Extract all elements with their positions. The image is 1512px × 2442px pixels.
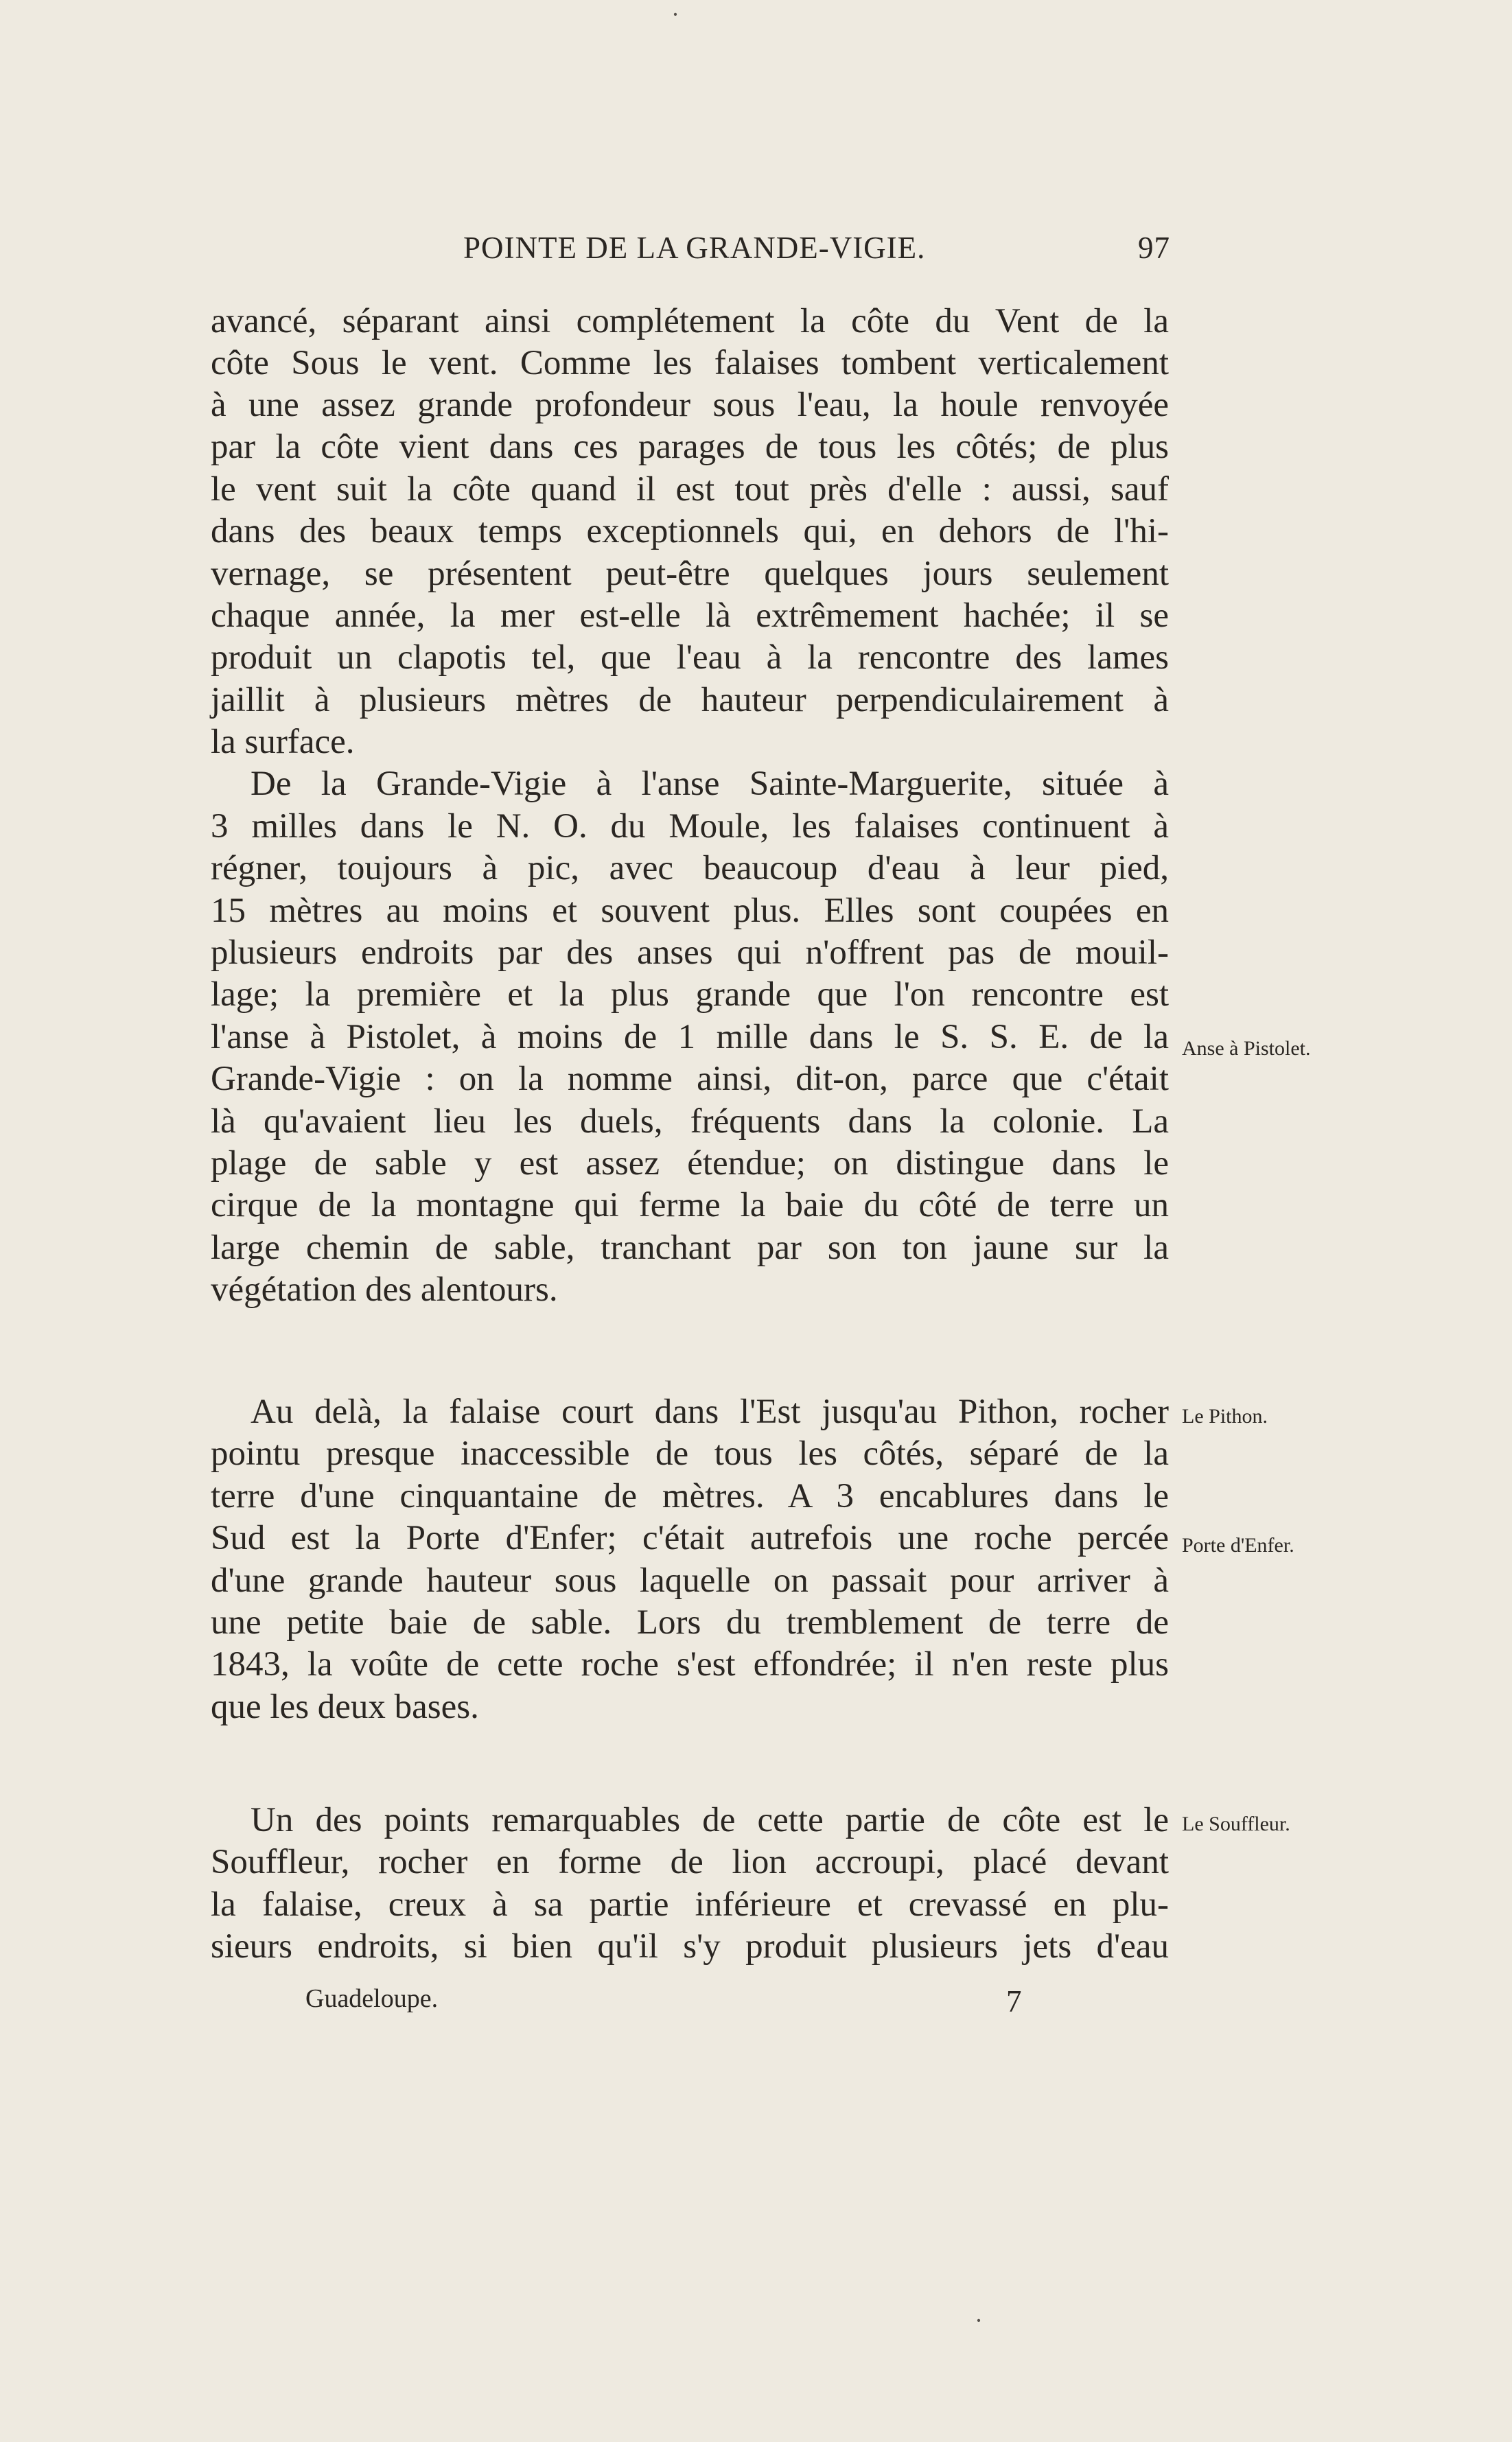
text-line: avancé, séparant ainsi complétement la côte du Vent de la	[211, 302, 1169, 340]
text-line: Souffleur, rocher en forme de lion accroupi, placé devant	[211, 1843, 1169, 1881]
text-line: plage de sable y est assez étendue; on distingue dans le	[211, 1144, 1169, 1183]
text-line: plusieurs endroits par des anses qui n'offrent pas de mouil-	[211, 933, 1169, 972]
page-number: 97	[1138, 231, 1170, 265]
margin-note-porte-enfer: Porte d'Enfer.	[1182, 1534, 1294, 1557]
text-line: régner, toujours à pic, avec beaucoup d'eau à leur pied,	[211, 849, 1169, 887]
text-line: large chemin de sable, tranchant par son ton jaune sur la	[211, 1229, 1169, 1267]
text-line: terre d'une cinquantaine de mètres. A 3 encablures dans le	[211, 1477, 1169, 1515]
text-line: végétation des alentours.	[211, 1270, 558, 1309]
text-line: l'anse à Pistolet, à moins de 1 mille dans le S. S. E. de la	[211, 1018, 1169, 1056]
text-line: dans des beaux temps exceptionnels qui, en dehors de l'hi-	[211, 512, 1169, 550]
text-line: chaque année, la mer est-elle là extrêmement hachée; il se	[211, 596, 1169, 635]
margin-note-anse-pistolet: Anse à Pistolet.	[1182, 1037, 1311, 1060]
text-line: sieurs endroits, si bien qu'il s'y produit plusieurs jets d'eau	[211, 1927, 1169, 1966]
text-line: d'une grande hauteur sous laquelle on passait pour arriver à	[211, 1561, 1169, 1600]
running-header	[463, 230, 1170, 278]
text-line: 15 mètres au moins et souvent plus. Elles sont coupées en	[211, 892, 1169, 930]
text-line: jaillit à plusieurs mètres de hauteur perpendiculairement à	[211, 681, 1169, 719]
print-speck: ·	[975, 2307, 983, 2334]
text-line: pointu presque inaccessible de tous les côtés, séparé de la	[211, 1434, 1169, 1473]
running-title: POINTE DE LA GRANDE-VIGIE.	[463, 231, 926, 265]
text-line: à une assez grande profondeur sous l'eau, la houle renvoyée	[211, 386, 1169, 424]
text-line: 1843, la voûte de cette roche s'est effondrée; il n'en reste plus	[211, 1645, 1169, 1684]
text-line: la surface.	[211, 723, 355, 761]
text-line: Au delà, la falaise court dans l'Est jusqu'au Pithon, rocher	[251, 1393, 1169, 1431]
text-line: produit un clapotis tel, que l'eau à la rencontre des lames	[211, 638, 1169, 677]
signature-mark: Guadeloupe.	[305, 1984, 439, 2013]
text-line: que les deux bases.	[211, 1688, 479, 1726]
text-line: par la côte vient dans ces parages de tous les côtés; de plus	[211, 428, 1169, 466]
text-line: là qu'avaient lieu les duels, fréquents dans la colonie. La	[211, 1102, 1169, 1141]
text-line: côte Sous le vent. Comme les falaises tombent verticalement	[211, 344, 1169, 382]
text-line: Sud est la Porte d'Enfer; c'était autrefois une roche percée	[211, 1519, 1169, 1557]
print-speck: ·	[671, 1, 679, 28]
text-line: De la Grande-Vigie à l'anse Sainte-Marguerite, située à	[251, 765, 1169, 803]
margin-note-pithon: Le Pithon.	[1182, 1405, 1268, 1428]
text-line: une petite baie de sable. Lors du tremblement de terre de	[211, 1603, 1169, 1642]
text-line: lage; la première et la plus grande que l'on rencontre est	[211, 975, 1169, 1014]
text-line: vernage, se présentent peut-être quelques jours seulement	[211, 555, 1169, 593]
text-line: Un des points remarquables de cette partie de côte est le	[251, 1801, 1169, 1839]
margin-note-souffleur: Le Souffleur.	[1182, 1813, 1290, 1835]
text-line: le vent suit la côte quand il est tout près d'elle : aussi, sauf	[211, 470, 1169, 509]
text-line: Grande-Vigie : on la nomme ainsi, dit-on, parce que c'était	[211, 1060, 1169, 1098]
text-line: cirque de la montagne qui ferme la baie du côté de terre un	[211, 1186, 1169, 1224]
text-line: 3 milles dans le N. O. du Moule, les falaises continuent à	[211, 807, 1169, 846]
sheet-number: 7	[1006, 1984, 1022, 2019]
text-line: la falaise, creux à sa partie inférieure et crevassé en plu-	[211, 1885, 1169, 1924]
